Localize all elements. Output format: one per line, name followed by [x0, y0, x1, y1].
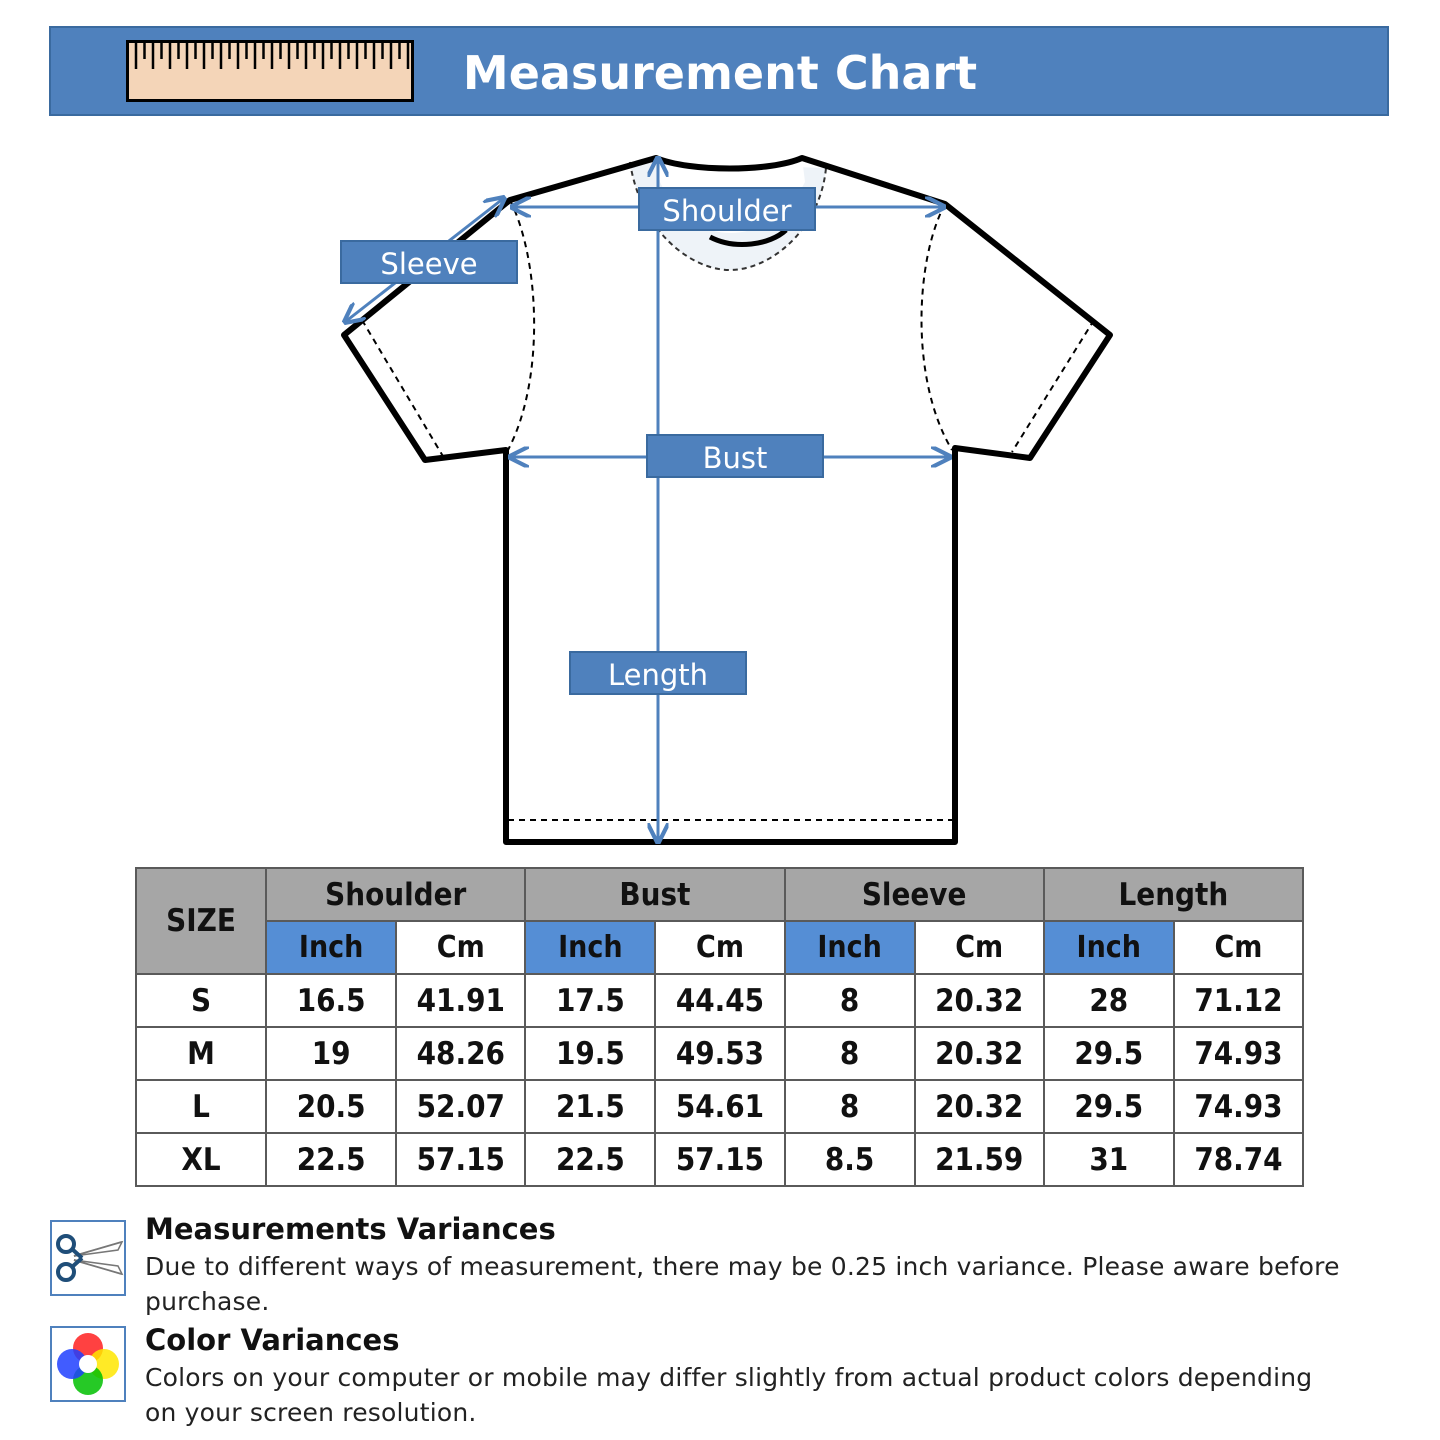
table-cell: 31	[1044, 1133, 1174, 1186]
table-cell: 8	[785, 974, 915, 1027]
table-cell: 8	[785, 1027, 915, 1080]
table-row	[136, 1080, 1303, 1133]
table-cell: 20.5	[266, 1080, 396, 1133]
table-cell: 22.5	[266, 1133, 396, 1186]
table-cell: 21.59	[915, 1133, 1044, 1186]
color-variance-text: Colors on your computer or mobile may differ slightly from actual product colors depending on your screen resolution.	[145, 1363, 1313, 1427]
table-cell: 19	[266, 1027, 396, 1080]
group-header-shoulder: Shoulder	[266, 868, 525, 921]
table-cell: 16.5	[266, 974, 396, 1027]
table-row	[136, 1027, 1303, 1080]
table-cell: 78.74	[1174, 1133, 1303, 1186]
bust-label: Bust	[646, 434, 824, 478]
unit-header-inch: Inch	[1044, 921, 1174, 974]
color-variance-title: Color Variances	[145, 1323, 400, 1357]
table-cell: 22.5	[525, 1133, 655, 1186]
shoulder-label: Shoulder	[638, 187, 816, 231]
table-cell: 48.26	[396, 1027, 525, 1080]
table-cell: 8	[785, 1080, 915, 1133]
size-cell: XL	[136, 1133, 266, 1186]
unit-header-cm: Cm	[1174, 921, 1303, 974]
table-cell: 54.61	[655, 1080, 784, 1133]
unit-header-inch: Inch	[785, 921, 915, 974]
unit-header-cm: Cm	[655, 921, 784, 974]
table-cell: 49.53	[655, 1027, 784, 1080]
unit-header-cm: Cm	[915, 921, 1044, 974]
right-cuff-seam	[1012, 320, 1094, 452]
header-bar	[49, 26, 1389, 116]
unit-header-inch: Inch	[525, 921, 655, 974]
sleeve-label: Sleeve	[340, 240, 518, 284]
color-wheel-icon	[52, 1328, 124, 1400]
group-header-sleeve: Sleeve	[785, 868, 1044, 921]
size-cell: S	[136, 974, 266, 1027]
size-cell: L	[136, 1080, 266, 1133]
size-column-header: SIZE	[136, 868, 266, 974]
page-title: Measurement Chart	[462, 46, 978, 100]
table-cell: 20.32	[915, 974, 1044, 1027]
unit-header-cm: Cm	[396, 921, 525, 974]
table-cell: 19.5	[525, 1027, 655, 1080]
scissors-icon-box	[50, 1220, 126, 1296]
tshirt-diagram	[0, 140, 1440, 860]
group-header-length: Length	[1044, 868, 1303, 921]
color-wheel-icon-box	[50, 1326, 126, 1402]
table-cell: 71.12	[1174, 974, 1303, 1027]
table-cell: 57.15	[655, 1133, 784, 1186]
table-cell: 57.15	[396, 1133, 525, 1186]
table-cell: 41.91	[396, 974, 525, 1027]
table-cell: 44.45	[655, 974, 784, 1027]
length-label: Length	[569, 651, 747, 695]
scissors-icon	[52, 1222, 124, 1294]
table-cell: 17.5	[525, 974, 655, 1027]
table-cell: 28	[1044, 974, 1174, 1027]
measurement-variance-title: Measurements Variances	[145, 1212, 556, 1246]
table-cell: 74.93	[1174, 1027, 1303, 1080]
table-cell: 74.93	[1174, 1080, 1303, 1133]
right-armhole-seam	[921, 204, 952, 450]
table-row	[136, 974, 1303, 1027]
left-armhole-seam	[508, 200, 534, 450]
left-cuff-seam	[362, 320, 444, 458]
size-table	[135, 867, 1304, 1187]
table-cell: 29.5	[1044, 1080, 1174, 1133]
group-header-bust: Bust	[525, 868, 784, 921]
table-cell: 52.07	[396, 1080, 525, 1133]
table-group-header-row	[136, 868, 1303, 921]
size-cell: M	[136, 1027, 266, 1080]
table-unit-header-row	[136, 921, 1303, 974]
unit-header-inch: Inch	[266, 921, 396, 974]
table-cell: 20.32	[915, 1080, 1044, 1133]
table-cell: 8.5	[785, 1133, 915, 1186]
measurement-variance-text: Due to different ways of measurement, there may be 0.25 inch variance. Please aware before purchase.	[145, 1252, 1340, 1316]
table-cell: 21.5	[525, 1080, 655, 1133]
table-row	[136, 1133, 1303, 1186]
table-cell: 20.32	[915, 1027, 1044, 1080]
table-cell: 29.5	[1044, 1027, 1174, 1080]
